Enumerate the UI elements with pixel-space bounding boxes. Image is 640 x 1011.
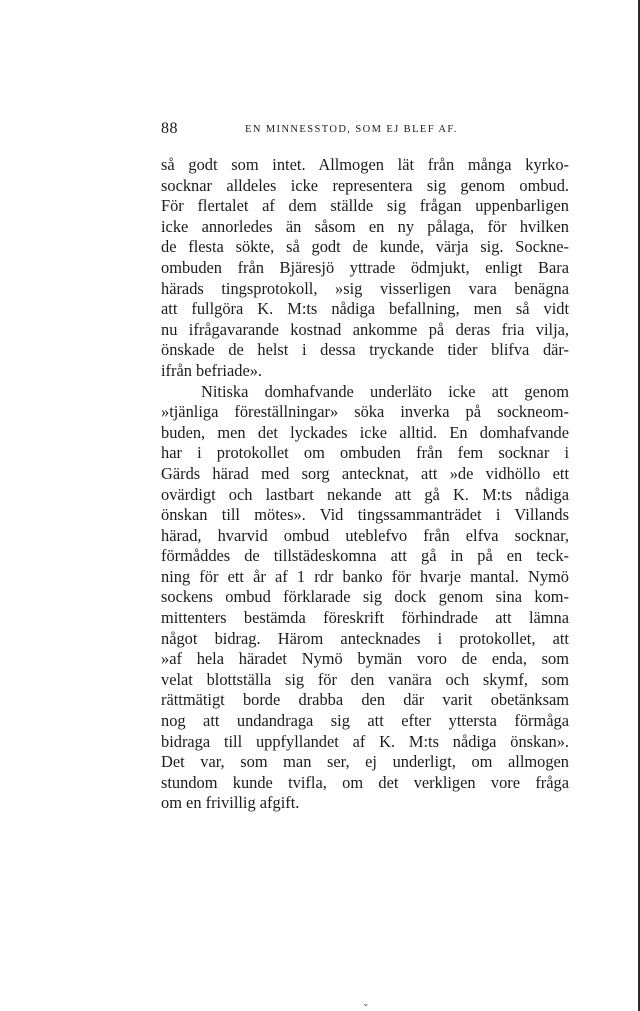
text-line: nu ifrågavarande kostnad ankomme på deras fria vilja, (161, 319, 569, 339)
text-line: mittenters bestämda föreskrift förhindrade att lämna (161, 608, 569, 628)
text-line: önskade de helst i dessa tryckande tider blifva där- (161, 340, 569, 360)
text-line: rättmätigt borde drabba den där varit obetänksam (161, 690, 569, 710)
text-line: nog att undandraga sig att efter yttersta förmåga (161, 711, 569, 731)
text-line: så godt som intet. Allmogen lät från många kyrko- (161, 155, 569, 174)
text-line: buden, men det lyckades icke alltid. En domhafvande (161, 422, 569, 442)
text-line: härads tingsprotokoll, »sig visserligen vara benägna (161, 278, 569, 298)
footer-mark: ⌄ (362, 998, 370, 1008)
text-line: stundom kunde tvifla, om det verkligen vore fråga (161, 772, 569, 792)
body-text (161, 155, 569, 814)
text-line: »af hela häradet Nymö bymän voro de enda, som (161, 649, 569, 669)
text-line: ning för ett år af 1 rdr banko för hvarje mantal. Nymö (161, 566, 569, 586)
text-line: »tjänliga föreställningar» söka inverka på sockneom- (161, 402, 569, 422)
paragraph-1 (161, 155, 569, 382)
text-line: Nitiska domhafvande underläto icke att genom (201, 381, 569, 401)
text-line: de flesta sökte, så godt de kunde, värja sig. Sockne- (161, 237, 569, 257)
text-line: bidraga till uppfyllandet af K. M:ts nådiga önskan». (161, 731, 569, 751)
text-line: ifrån befriade». (161, 360, 263, 380)
text-line: ombuden från Bjäresjö yttrade ödmjukt, enligt Bara (161, 257, 569, 277)
text-line: om en frivillig afgift. (161, 793, 300, 813)
text-line: sockens ombud förklarade sig dock genom sina kom- (161, 587, 569, 607)
text-line: icke annorledes än såsom en ny pålaga, för hvilken (161, 216, 569, 236)
text-line: Gärds härad med sorg antecknat, att »de vidhöllo ett (161, 463, 569, 483)
text-line: För flertalet af dem ställde sig frågan uppenbarligen (161, 196, 569, 216)
page-header (161, 120, 569, 142)
text-line: velat blottställa sig för den vanära och skymf, som (161, 669, 569, 689)
page-number: 88 (161, 120, 178, 137)
text-line: ovärdigt och lastbart nekande att gå K. M:ts nådiga (161, 484, 569, 504)
running-title: EN MINNESSTOD, SOM EJ BLEF AF. (245, 124, 458, 135)
paragraph-2 (161, 382, 569, 814)
text-line: förmåddes de tillstädeskomna att gå in på en teck- (161, 546, 569, 566)
text-line: har i protokollet om ombuden från fem socknar i (161, 443, 569, 463)
text-line: något bidrag. Härom antecknades i protokollet, att (161, 628, 569, 648)
text-line: Det var, som man ser, ej underligt, om allmogen (161, 752, 569, 772)
text-line: att fullgöra K. M:ts nådiga befallning, men så vidt (161, 299, 569, 319)
text-line: härad, hvarvid ombud uteblefvo från elfva socknar, (161, 525, 569, 545)
text-line: önskan till mötes». Vid tingssammanträdet i Villands (161, 505, 569, 525)
text-line: socknar alldeles icke representera sig genom ombud. (161, 175, 569, 195)
